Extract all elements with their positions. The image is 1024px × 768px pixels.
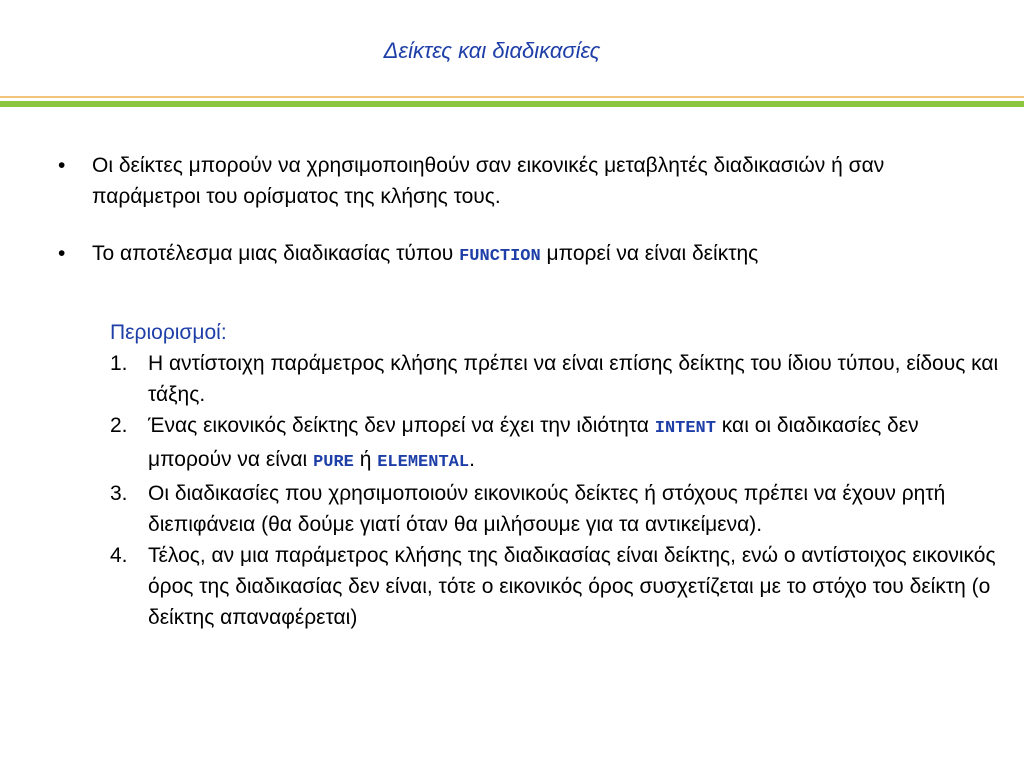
bullet-item: [52, 238, 972, 272]
restriction-number: 1.: [110, 352, 128, 375]
code-keyword-elemental: ELEMENTAL: [377, 453, 470, 472]
title-divider-thick: [0, 101, 1024, 107]
bullet-text: Οι δείκτες μπορούν να χρησιμοποιηθούν σαν εικονικές μεταβλητές διαδικασιών ή σαν παράμετροι του ορίσματος της κλήσης τους.: [92, 154, 885, 208]
restrictions-heading: Περιορισμοί:: [110, 321, 227, 344]
restriction-text-part3: ή: [353, 448, 378, 471]
bullet-marker: •: [58, 154, 66, 177]
title-divider-thin: [0, 96, 1024, 98]
restriction-text-part4: .: [469, 448, 475, 471]
code-keyword-function: FUNCTION: [459, 247, 541, 266]
code-keyword-intent: INTENT: [654, 419, 716, 438]
bullet-text-before: Το αποτέλεσμα μιας διαδικασίας τύπου: [92, 242, 460, 265]
bullet-item: [52, 150, 972, 212]
restriction-text: Η αντίστοιχη παράμετρος κλήσης πρέπει να είναι επίσης δείκτης του ίδιου τύπου, είδους και τάξης.: [148, 352, 999, 406]
restriction-text: Τέλος, αν μια παράμετρος κλήσης της διαδικασίας είναι δείκτης, ενώ ο αντίστοιχος εικονικός όρος της διαδικασίας δεν είναι, τότε ο εικονικός όρος συσχετίζεται με το στόχο του δείκτη (ο δείκτης απαναφέρεται): [148, 544, 996, 629]
slide-title: Δείκτες και διαδικασίες: [383, 38, 601, 63]
restriction-number: 4.: [110, 544, 128, 567]
code-keyword-pure: PURE: [313, 453, 354, 472]
bullet-marker: •: [58, 242, 66, 265]
restriction-item: [110, 410, 1000, 478]
restriction-number: 2.: [110, 414, 128, 437]
restriction-text: Οι διαδικασίες που χρησιμοποιούν εικονικούς δείκτες ή στόχους πρέπει να έχουν ρητή διεπιφάνεια (θα δούμε γιατί όταν θα μιλήσουμε για τα αντικείμενα).: [148, 482, 946, 536]
restriction-item: [110, 540, 1000, 633]
bullet-text-after: μπορεί να είναι δείκτης: [540, 242, 759, 265]
restriction-text-part1: Ένας εικονικός δείκτης δεν μπορεί να έχει την ιδιότητα: [148, 414, 655, 437]
restriction-number: 3.: [110, 482, 128, 505]
restriction-text-part2: και οι διαδικασίες δεν μπορούν να είναι: [148, 414, 919, 471]
restriction-item: [110, 348, 1000, 410]
bullet-list: [52, 150, 972, 298]
restriction-item: [110, 478, 1000, 540]
restrictions-section: [110, 317, 1000, 633]
